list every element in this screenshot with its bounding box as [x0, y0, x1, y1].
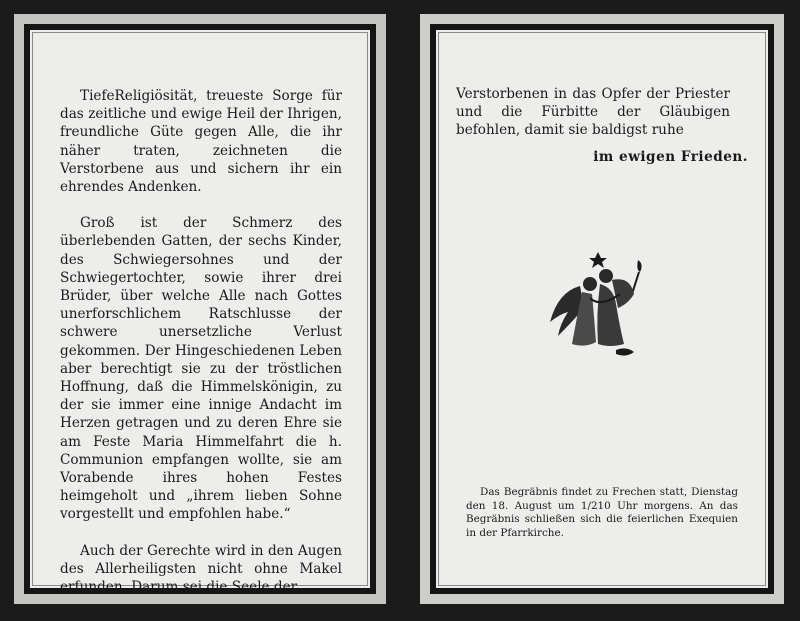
- burial-notice: [466, 486, 738, 540]
- left-page-text: [60, 87, 342, 596]
- paragraph-grief: Groß ist der Schmerz des überlebenden Gatten, der sechs Kinder, des Schwiegersohnes und der Schwiegertochter, sowie ihrer drei Brüder, über welche Alle nach Gottes unerforschlichem Ratschlusse der schwere unersetzliche Verlust gekommen. Der Hingeschiedenen Leben aber berechtigt sie zu der tröstlichen Hoffnung, daß die Himmelskönigin, zu der sie immer eine innige Andacht im Herzen getragen und zu deren Ehre sie am Feste Maria Himmelfahrt die h. Communion empfangen wollte, sie am Vorabende ihres hohen Festes heimgeholt und „ihrem lieben Sohne vorgestellt und empfohlen habe.“: [60, 215, 342, 523]
- paragraph-continuation: Verstorbenen in das Opfer der Priester und die Fürbitte der Gläubigen befohlen, damit sie baldigst ruhe: [456, 86, 730, 139]
- right-page-text: [456, 85, 730, 140]
- right-page: [420, 14, 784, 604]
- burial-notice-text: Das Begräbnis findet zu Frechen statt, Dienstag den 18. August um 1/210 Uhr morgens. An das Begräbnis schließen sich die feierlichen Exequien in der Pfarrkirche.: [466, 486, 738, 539]
- left-page: [14, 14, 386, 604]
- paragraph-righteous: Auch der Gerechte wird in den Augen des Allerheiligsten nicht ohne Makel erfunden. Darum sei die Seele der: [60, 542, 342, 596]
- angel-icon: [546, 246, 656, 366]
- paragraph-religiosity: TiefeReligiösität, treueste Sorge für das zeitliche und ewige Heil der Ihrigen, freundliche Güte gegen Alle, die ihr näher traten, zeichneten die Verstorbene aus und sichern ihr ein ehrendes Andenken.: [60, 88, 342, 196]
- closing-line: im ewigen Frieden.: [593, 149, 748, 165]
